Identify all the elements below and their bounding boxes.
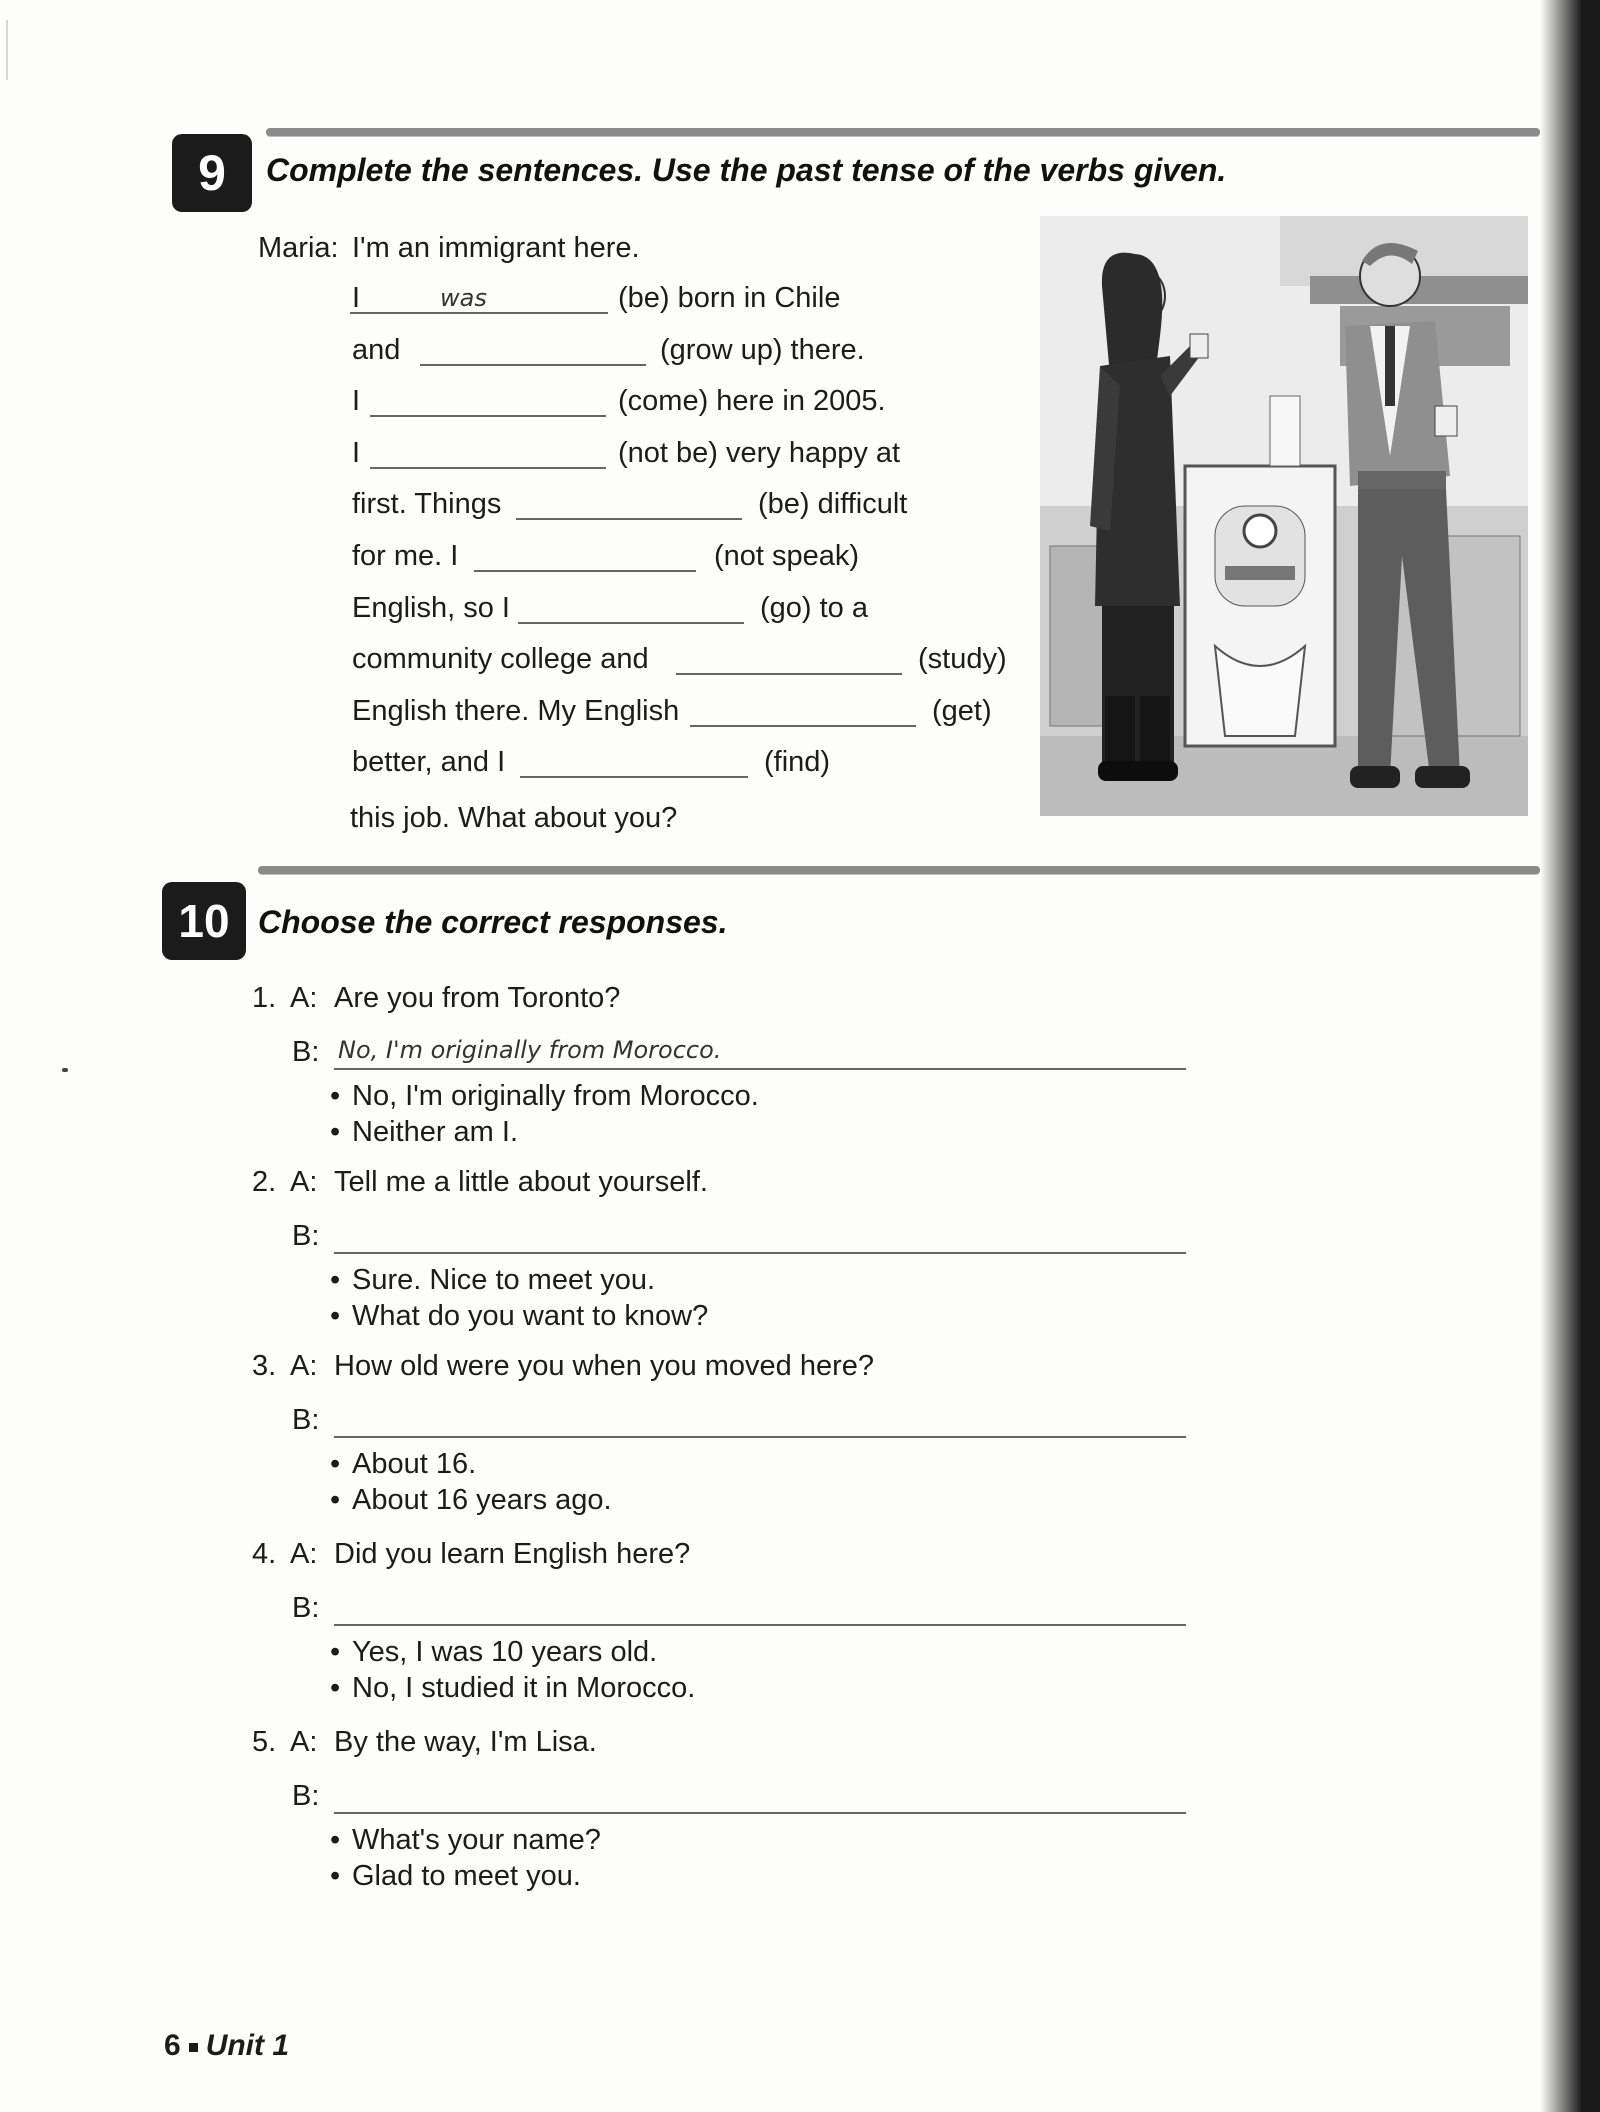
bullet-icon: • — [330, 1448, 341, 1480]
item-number: 1. — [252, 982, 277, 1014]
separator-square-icon — [189, 2043, 198, 2052]
page-number: 6 — [164, 2029, 181, 2062]
speaker-b-label: B: — [292, 1220, 320, 1252]
response-option[interactable]: Glad to meet you. — [352, 1860, 581, 1892]
binding-edge — [6, 20, 18, 80]
speaker-a-label: A: — [290, 982, 318, 1014]
verb-cue-text: (find) — [764, 746, 831, 778]
response-option[interactable]: No, I'm originally from Morocco. — [352, 1080, 759, 1112]
response-option[interactable]: What's your name? — [352, 1824, 601, 1856]
response-blank[interactable] — [334, 1250, 1186, 1254]
bullet-icon: • — [330, 1636, 341, 1668]
bullet-icon: • — [330, 1672, 341, 1704]
response-option[interactable]: No, I studied it in Morocco. — [352, 1672, 696, 1704]
bullet-icon: • — [330, 1080, 341, 1112]
page-edge-shadow — [1540, 0, 1600, 2112]
prompt-text: Did you learn English here? — [334, 1538, 691, 1570]
response-option[interactable]: About 16 years ago. — [352, 1484, 612, 1516]
sentence-lead-text: and — [352, 334, 401, 366]
response-blank[interactable] — [334, 1810, 1186, 1814]
item-number: 5. — [252, 1726, 277, 1758]
intro-line: I'm an immigrant here. — [352, 232, 640, 264]
prompt-text: Are you from Toronto? — [334, 982, 621, 1014]
stray-mark — [62, 1068, 68, 1072]
answer-blank[interactable] — [518, 620, 744, 624]
verb-cue-text: (not speak) — [714, 540, 860, 572]
verb-cue-text: (study) — [918, 643, 1007, 675]
sentence-lead-text: I — [352, 385, 361, 417]
answer-blank[interactable] — [676, 671, 902, 675]
sentence-lead-text: I — [352, 282, 361, 314]
handwritten-answer: was — [440, 284, 487, 312]
verb-cue-text: (come) here in 2005. — [618, 385, 886, 417]
answer-blank[interactable] — [474, 568, 696, 572]
section-rule — [258, 866, 1540, 874]
prompt-text: Tell me a little about yourself. — [334, 1166, 708, 1198]
bullet-icon: • — [330, 1824, 341, 1856]
item-number: 2. — [252, 1166, 277, 1198]
exercise-number-badge: 10 — [162, 882, 246, 960]
bullet-icon: • — [330, 1484, 341, 1516]
response-option[interactable]: Neither am I. — [352, 1116, 518, 1148]
unit-label: Unit 1 — [205, 2029, 290, 2062]
answer-blank[interactable] — [690, 723, 916, 727]
response-blank[interactable] — [334, 1434, 1186, 1438]
page-footer — [164, 2029, 289, 2063]
sentence-lead-text: English, so I — [352, 592, 510, 624]
sentence-lead-text: better, and I — [352, 746, 506, 778]
answer-blank[interactable] — [370, 413, 606, 417]
prompt-text: How old were you when you moved here? — [334, 1350, 875, 1382]
sentence-lead-text: I — [352, 437, 361, 469]
response-blank[interactable] — [334, 1622, 1186, 1626]
response-option[interactable]: Sure. Nice to meet you. — [352, 1264, 656, 1296]
speaker-b-label: B: — [292, 1780, 320, 1812]
verb-cue-text: (go) to a — [760, 592, 868, 624]
speaker-b-label: B: — [292, 1404, 320, 1436]
speaker-b-label: B: — [292, 1036, 320, 1068]
verb-cue-text: (be) difficult — [758, 488, 908, 520]
section-rule — [266, 128, 1540, 136]
illustration-office-kitchen — [1040, 216, 1528, 816]
bullet-icon: • — [330, 1116, 341, 1148]
item-number: 3. — [252, 1350, 277, 1382]
closing-line: this job. What about you? — [350, 802, 678, 834]
answer-blank[interactable] — [420, 362, 646, 366]
prompt-text: By the way, I'm Lisa. — [334, 1726, 597, 1758]
speaker-a-label: A: — [290, 1538, 318, 1570]
speaker-a-label: A: — [290, 1726, 318, 1758]
bullet-icon: • — [330, 1264, 341, 1296]
answer-blank[interactable] — [370, 465, 606, 469]
speaker-b-label: B: — [292, 1592, 320, 1624]
handwritten-answer: No, I'm originally from Morocco. — [338, 1036, 722, 1064]
sentence-lead-text: for me. I — [352, 540, 459, 572]
sentence-lead-text: English there. My English — [352, 695, 680, 727]
verb-cue-text: (grow up) there. — [660, 334, 865, 366]
response-option[interactable]: About 16. — [352, 1448, 477, 1480]
verb-cue-text: (get) — [932, 695, 992, 727]
verb-cue-text: (be) born in Chile — [618, 282, 841, 314]
sentence-lead-text: community college and — [352, 643, 649, 675]
answer-blank[interactable] — [520, 774, 748, 778]
exercise-instruction: Choose the correct responses. — [258, 904, 728, 940]
exercise-instruction: Complete the sentences. Use the past tense of the verbs given. — [266, 152, 1227, 188]
speaker-a-label: A: — [290, 1166, 318, 1198]
verb-cue-text: (not be) very happy at — [618, 437, 901, 469]
speaker-a-label: A: — [290, 1350, 318, 1382]
sentence-lead-text: first. Things — [352, 488, 502, 520]
answer-blank[interactable] — [516, 516, 742, 520]
response-option[interactable]: Yes, I was 10 years old. — [352, 1636, 658, 1668]
bullet-icon: • — [330, 1300, 341, 1332]
item-number: 4. — [252, 1538, 277, 1570]
response-blank[interactable] — [334, 1066, 1186, 1070]
speaker-label: Maria: — [258, 232, 339, 264]
response-option[interactable]: What do you want to know? — [352, 1300, 709, 1332]
bullet-icon: • — [330, 1860, 341, 1892]
exercise-number-badge: 9 — [172, 134, 252, 212]
